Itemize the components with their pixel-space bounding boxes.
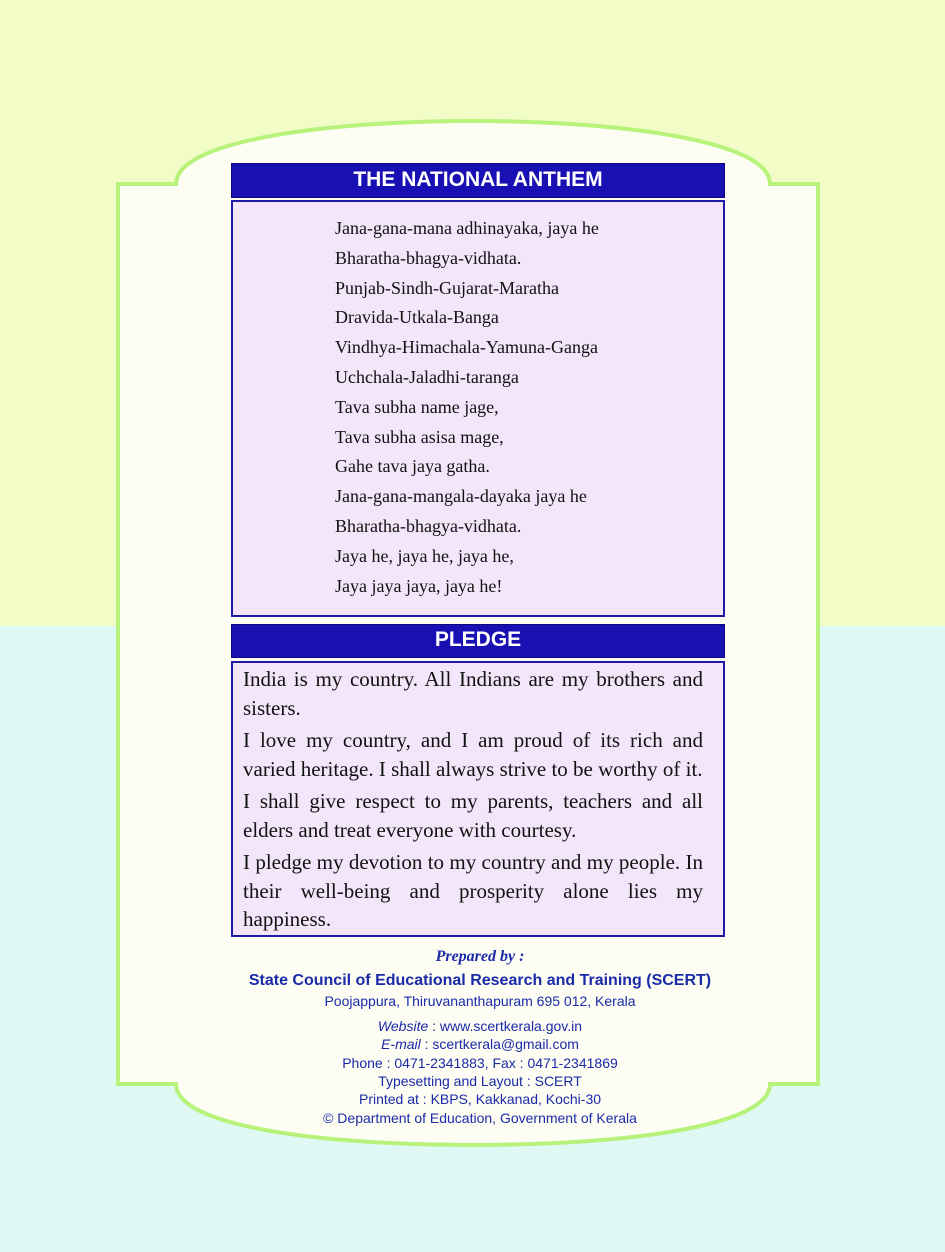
copyright: © Department of Education, Government of Kerala <box>323 1110 637 1126</box>
anthem-line: Jana-gana-mana adhinayaka, jaya he <box>335 218 599 238</box>
printed-at: Printed at : KBPS, Kakkanad, Kochi-30 <box>358 1091 602 1107</box>
anthem-line: Bharatha-bhagya-vidhata. <box>335 515 522 536</box>
anthem-line: Gahe tava jaya gatha. <box>335 456 490 477</box>
address: Poojappura, Thiruvananthapuram 695 012, Kerala <box>324 993 636 1009</box>
pledge-paragraph: I shall give respect to my parents, teachers and all elders and treat everyone with courtesy. <box>243 789 703 842</box>
anthem-lines <box>335 214 599 601</box>
anthem-box <box>231 200 725 617</box>
website-link[interactable]: www.scertkerala.gov.in <box>439 1018 583 1034</box>
pledge-text <box>243 665 703 938</box>
separator: : <box>432 1018 440 1034</box>
website-label: Website <box>377 1018 429 1034</box>
email-label: E-mail <box>381 1036 421 1052</box>
anthem-line: Uchchala-Jaladhi-taranga <box>335 366 519 387</box>
organization-name: State Council of Educational Research and Training (SCERT) <box>248 972 712 989</box>
anthem-line: Tava subha asisa mage, <box>335 426 504 447</box>
anthem-line: Bharatha-bhagya-vidhata. <box>335 247 522 268</box>
pledge-paragraph: I pledge my devotion to my country and my people. In their well-being and prosperity alone lies my happiness. <box>243 850 703 931</box>
anthem-line: Tava subha name jage, <box>335 396 499 417</box>
pledge-paragraph: India is my country. All Indians are my brothers and sisters. <box>243 667 703 720</box>
website-line <box>230 1018 730 1034</box>
typesetting: Typesetting and Layout : SCERT <box>378 1073 582 1089</box>
prepared-by: Prepared by : <box>435 948 525 965</box>
pledge-paragraph: I love my country, and I am proud of its rich and varied heritage. I shall always strive to be worthy of it. <box>243 728 703 781</box>
separator: : <box>424 1036 433 1052</box>
anthem-line: Jaya jaya jaya, jaya he! <box>335 575 503 596</box>
anthem-line: Vindhya-Himachala-Yamuna-Ganga <box>335 337 599 358</box>
anthem-title: THE NATIONAL ANTHEM <box>231 163 725 198</box>
anthem-line: Punjab-Sindh-Gujarat-Maratha <box>335 277 559 298</box>
email-line <box>230 1036 730 1052</box>
anthem-line: Dravida-Utkala-Banga <box>335 307 499 328</box>
anthem-line: Jana-gana-mangala-dayaka jaya he <box>335 486 587 507</box>
anthem-line: Jaya he, jaya he, jaya he, <box>335 545 514 566</box>
pledge-title: PLEDGE <box>231 624 725 658</box>
pledge-box <box>231 661 725 937</box>
phone-fax: Phone : 0471-2341883, Fax : 0471-2341869 <box>342 1055 618 1071</box>
email-link[interactable]: scertkerala@gmail.com <box>432 1036 579 1052</box>
